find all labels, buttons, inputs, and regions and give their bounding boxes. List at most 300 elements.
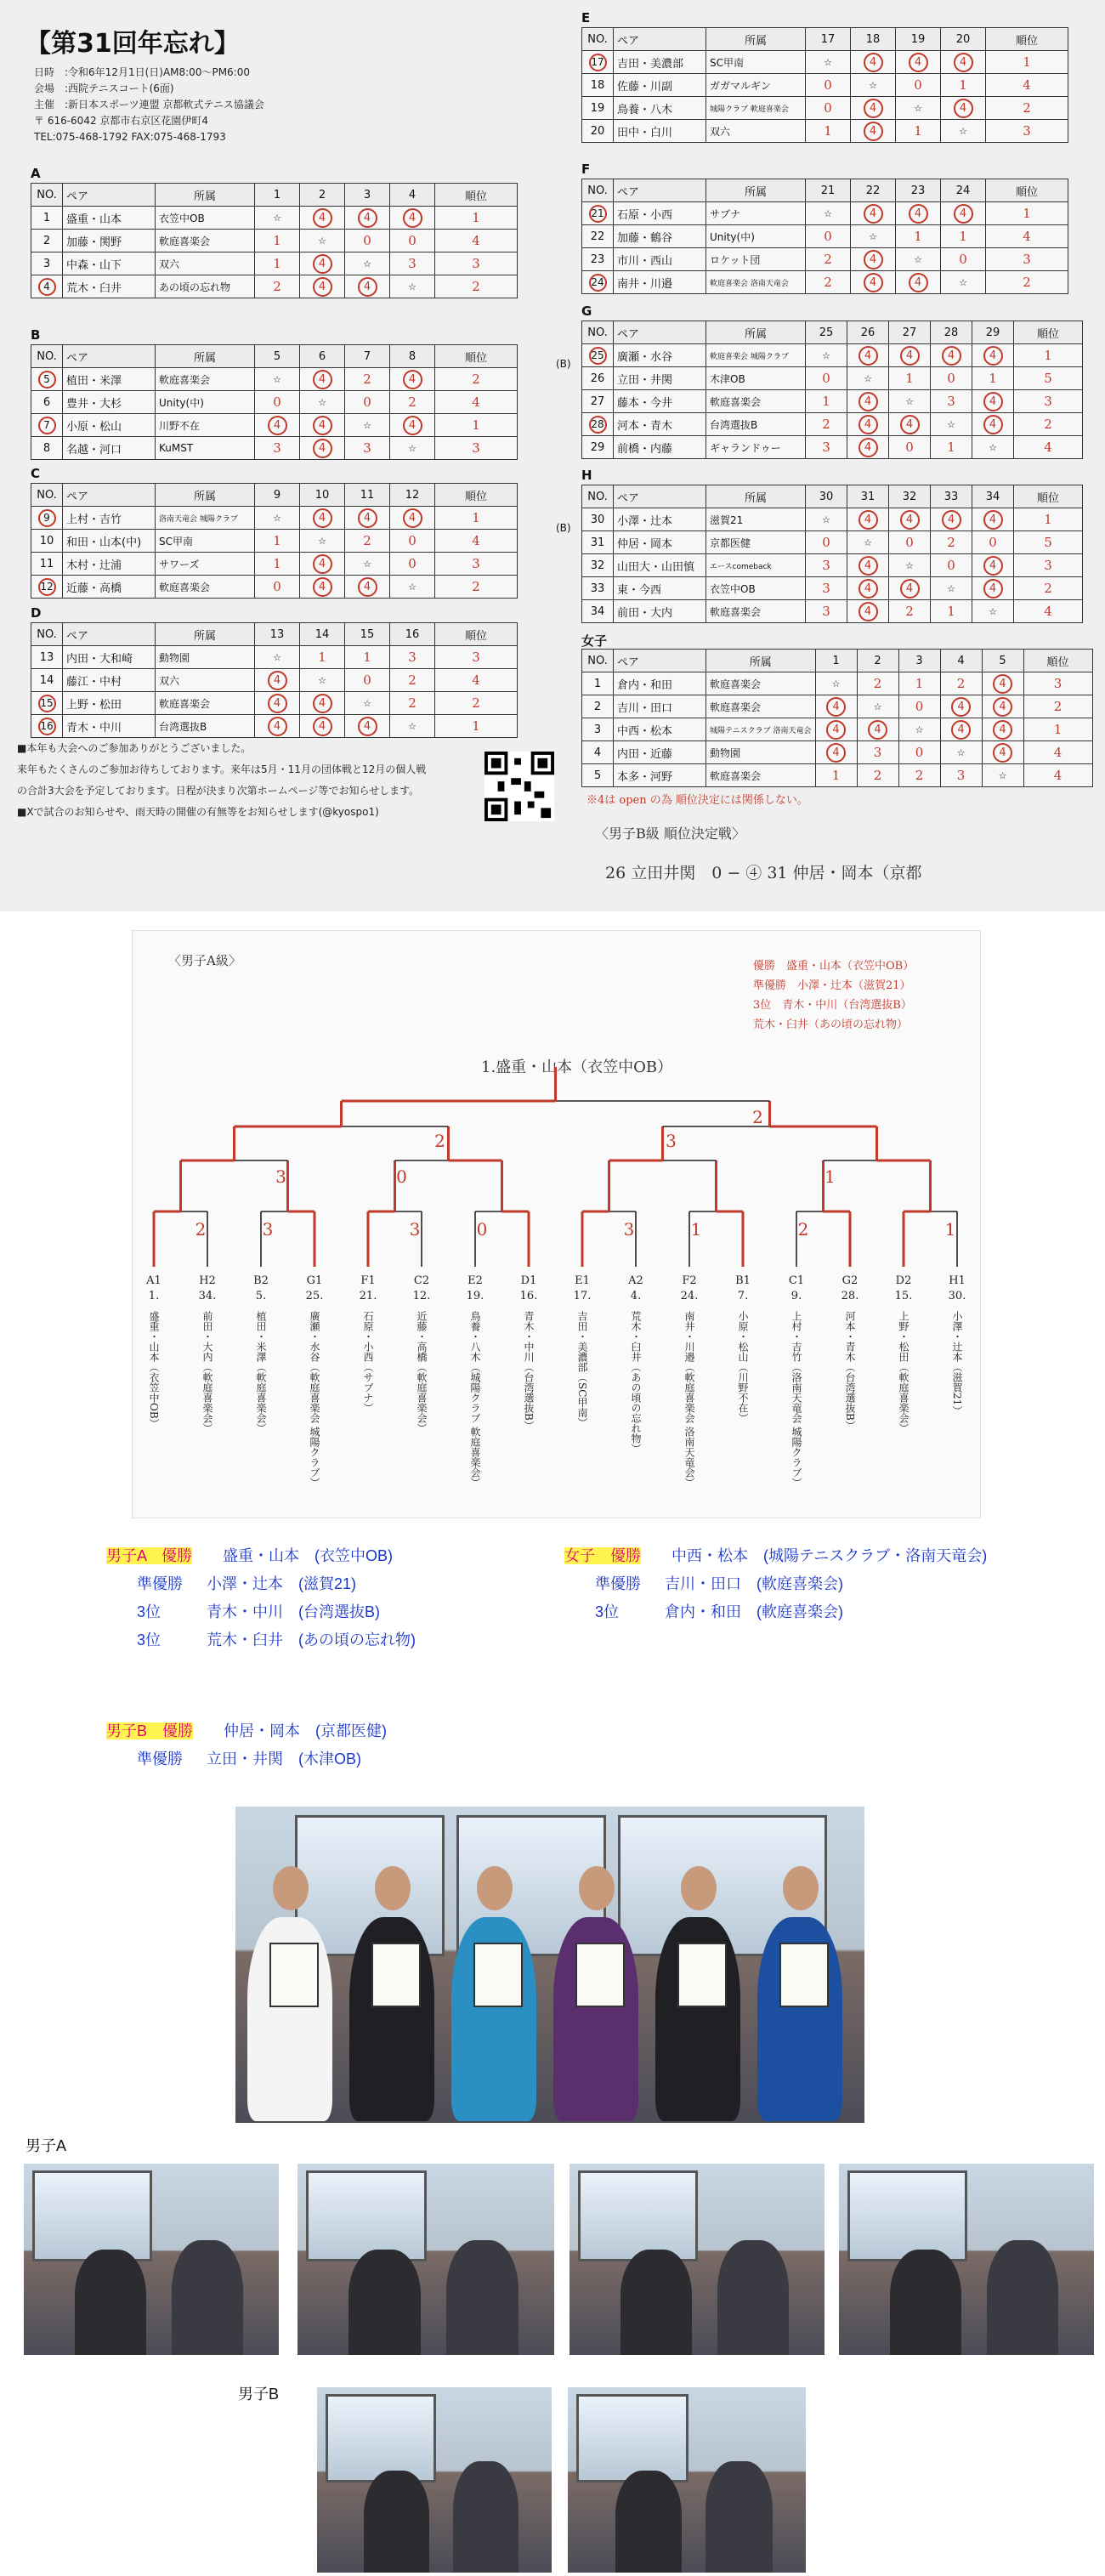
pair-number: 8 [31, 437, 63, 460]
match-score [851, 51, 896, 74]
score-value: 2 [915, 768, 924, 783]
rank-value: 4 [1023, 229, 1031, 244]
final-rank [986, 120, 1068, 143]
score-value: 3 [363, 440, 371, 456]
match-score: ☆ [390, 275, 435, 298]
final-rank [1023, 672, 1092, 695]
pair-number: 32 [582, 554, 614, 577]
winning-score-circled: 4 [858, 438, 878, 457]
winning-score-circled: 4 [942, 346, 961, 366]
rank-value: 2 [1044, 417, 1052, 432]
col-header-opponent: 1 [815, 650, 857, 672]
match-score: ☆ [806, 51, 851, 74]
pair-club: ギャランドゥー [706, 436, 806, 459]
pair-club: 軟庭喜楽会 [156, 368, 255, 391]
seed-number: 1. [148, 1290, 160, 1302]
result-rank-label: 3位 [137, 1631, 162, 1648]
sheet-title: 【第31回年忘れ】 [26, 29, 240, 59]
pair-names: 植田・米澤 [63, 368, 156, 391]
men-a-winner: 盛重・山本 (衣笠中OB) [223, 1547, 394, 1564]
match-score: ☆ [806, 508, 847, 531]
match-score [982, 695, 1023, 718]
pair-names: 倉内・和田 [614, 672, 706, 695]
seed-names: 小原・松山（川野不在） [737, 1311, 749, 1423]
match-score [815, 741, 857, 764]
winning-score-circled: 4 [942, 510, 961, 530]
score-value: 1 [947, 440, 955, 455]
group-label: D [31, 605, 42, 621]
person-head [783, 1866, 819, 1910]
table-row [31, 391, 518, 414]
award-photo [317, 2387, 552, 2573]
winning-score-circled: 4 [993, 743, 1012, 763]
result-row [106, 1598, 416, 1626]
final-rank [435, 715, 518, 738]
match-score [806, 531, 847, 554]
match-score [300, 437, 345, 460]
score-value: 0 [989, 535, 997, 550]
result-pair: 小澤・辻本 (滋賀21) [207, 1575, 357, 1592]
award-photo [568, 2387, 806, 2573]
col-header-club: 所属 [706, 28, 806, 51]
pair-club: あの頃の忘れ物 [156, 275, 255, 298]
winning-score-circled: 4 [313, 254, 332, 274]
seed-number: 17. [573, 1290, 592, 1302]
score-value: 0 [408, 533, 416, 548]
score-value: 1 [989, 371, 997, 386]
col-header-opponent: 28 [931, 321, 972, 344]
winning-score-circled: 4 [826, 697, 846, 717]
women-group-photo [235, 1807, 864, 2123]
closing-notes [17, 738, 426, 823]
match-score [255, 230, 300, 252]
seed-code: D2 [895, 1274, 912, 1287]
winning-score-circled: 4 [403, 508, 422, 528]
women-open-note: ※4は open の為 順位決定には関係しない。 [586, 794, 808, 807]
table-row [31, 414, 518, 437]
final-rank [986, 202, 1068, 225]
pair-club: 川野不在 [156, 414, 255, 437]
person [348, 2250, 421, 2355]
match-score: ☆ [345, 252, 390, 275]
winning-score-circled: 4 [909, 273, 928, 292]
winning-score-circled: 4 [826, 720, 846, 740]
person [364, 2471, 429, 2573]
match-score [255, 391, 300, 414]
match-score [300, 576, 345, 599]
men-a-title: 男子A 優勝 [106, 1547, 193, 1564]
seed-code: B2 [253, 1274, 269, 1287]
match-score [390, 391, 435, 414]
seed-number: 5. [255, 1290, 267, 1302]
match-score [941, 248, 986, 271]
winning-score-circled: 4 [858, 602, 878, 621]
certificate [575, 1943, 625, 2007]
table-row [582, 508, 1083, 531]
bracket-score: 1 [690, 1219, 702, 1240]
score-value: 2 [956, 676, 966, 691]
pair-names: 豊井・大杉 [63, 391, 156, 414]
pair-number [31, 275, 63, 298]
seed-names: 吉田・美濃部（SC甲南） [576, 1311, 588, 1428]
section-men-a-label: 男子A [26, 2137, 67, 2154]
rank-value: 3 [472, 556, 480, 571]
col-header-opponent: 3 [898, 650, 940, 672]
final-rank [1014, 436, 1083, 459]
match-score [806, 225, 851, 248]
match-score [931, 554, 972, 577]
score-value: 0 [273, 394, 281, 410]
men-a-bracket-sheet [132, 930, 981, 1518]
col-header-opponent: 12 [390, 484, 435, 507]
table-row [582, 600, 1083, 623]
rank-value: 3 [472, 440, 480, 456]
match-score [851, 202, 896, 225]
score-value: 2 [273, 279, 281, 294]
match-score [847, 413, 889, 436]
match-score [889, 436, 931, 459]
winning-score-circled: 4 [403, 416, 422, 435]
pair-number: 2 [582, 695, 614, 718]
score-value: 2 [873, 676, 882, 691]
winning-score-circled: 4 [313, 416, 332, 435]
person [172, 2240, 243, 2355]
info-line: 〒 616-6042 京都市右京区花園伊町4 [34, 115, 209, 127]
winning-score-circled: 4 [864, 250, 883, 270]
match-score [390, 669, 435, 692]
result-rank-label: 3位 [595, 1603, 620, 1620]
pair-club: 軟庭喜楽会 [156, 576, 255, 599]
match-score [972, 367, 1014, 390]
col-header-club: 所属 [156, 623, 255, 646]
match-score [847, 577, 889, 600]
window [578, 2170, 698, 2261]
final-rank [1014, 367, 1083, 390]
col-header-opponent: 7 [345, 345, 390, 368]
match-score [982, 741, 1023, 764]
winning-score-circled: 4 [954, 53, 973, 72]
rank-value: 1 [472, 510, 480, 525]
match-score [847, 600, 889, 623]
bracket-score: 1 [944, 1219, 956, 1240]
table-header-row [582, 485, 1083, 508]
pair-names: 上村・吉竹 [63, 507, 156, 530]
bracket-score: 3 [275, 1166, 286, 1187]
table-row [582, 97, 1068, 120]
seed-code: B1 [735, 1274, 751, 1287]
pair-club: ガガマルギン [706, 74, 806, 97]
pair-number: 4 [582, 741, 614, 764]
match-score [390, 553, 435, 576]
final-rank [435, 507, 518, 530]
col-header-pair: ペア [614, 179, 706, 202]
table-row [31, 576, 518, 599]
winning-score-circled: 4 [826, 743, 846, 763]
final-rank [1014, 554, 1083, 577]
table-row [582, 695, 1093, 718]
winning-score-circled: 4 [403, 370, 422, 389]
winning-score-circled: 4 [983, 392, 1003, 411]
women-results [564, 1542, 987, 1626]
table-row [582, 225, 1068, 248]
seed-code: G1 [306, 1274, 323, 1287]
table-row [582, 248, 1068, 271]
pair-number [31, 692, 63, 715]
table-header-row [582, 321, 1083, 344]
match-score [255, 692, 300, 715]
winning-score-circled: 4 [993, 720, 1012, 740]
match-score [896, 225, 941, 248]
winning-score-circled: 4 [864, 99, 883, 118]
col-header-pair: ペア [614, 28, 706, 51]
col-header-opponent: 14 [300, 623, 345, 646]
rank-value: 2 [472, 695, 480, 711]
match-score [300, 414, 345, 437]
pair-names: 中西・松本 [614, 718, 706, 741]
winning-score-circled: 4 [864, 204, 883, 224]
score-value: 0 [363, 672, 371, 688]
score-value: 0 [915, 745, 924, 760]
rank-value: 2 [1023, 100, 1031, 116]
pair-club: Unity(中) [706, 225, 806, 248]
match-score [345, 507, 390, 530]
bracket-score: 1 [824, 1166, 836, 1187]
match-score [889, 344, 931, 367]
award-photo [298, 2164, 554, 2355]
bracket-score: 3 [409, 1219, 421, 1240]
col-header-opponent: 2 [857, 650, 898, 672]
note-line: ■Xで試合のお知らせや、雨天時の開催の有無等をお知らせします(@kyospo1) [17, 806, 379, 818]
info-line: 会場 :西院テニスコート(6面) [34, 82, 174, 94]
pair-number [31, 368, 63, 391]
score-value: 2 [408, 695, 416, 711]
bracket-score: 3 [262, 1219, 274, 1240]
certificate [779, 1943, 829, 2007]
col-header-opponent: 31 [847, 485, 889, 508]
match-score [941, 97, 986, 120]
score-value: 2 [905, 604, 914, 619]
pair-names: 吉田・美濃部 [614, 51, 706, 74]
col-header-opponent: 15 [345, 623, 390, 646]
match-score [255, 252, 300, 275]
winning-score-circled: 4 [954, 99, 973, 118]
col-header-pair: ペア [63, 345, 156, 368]
match-score [815, 718, 857, 741]
seed-number: 7. [737, 1290, 749, 1302]
winning-score-circled: 4 [313, 508, 332, 528]
winning-score-circled: 4 [951, 720, 971, 740]
match-score [345, 391, 390, 414]
pair-number: 13 [31, 646, 63, 669]
pair-number: 20 [582, 120, 614, 143]
winning-score-circled: 4 [900, 579, 920, 599]
pair-names: 山田大・山田慎 [614, 554, 706, 577]
col-header-no: NO. [31, 623, 63, 646]
pair-club: 動物園 [156, 646, 255, 669]
match-score [255, 576, 300, 599]
match-score [255, 530, 300, 553]
final-rank [435, 437, 518, 460]
pair-number: 10 [31, 530, 63, 553]
winning-score-circled: 4 [864, 122, 883, 141]
pair-number: 30 [582, 508, 614, 531]
match-score [847, 390, 889, 413]
person [717, 2240, 789, 2355]
match-score [972, 554, 1014, 577]
men-b-winner: 仲居・岡本 (京都医健) [224, 1722, 388, 1739]
group-table [581, 179, 1068, 294]
score-value: 0 [822, 535, 830, 550]
score-value: 1 [947, 604, 955, 619]
pair-number: 5 [582, 764, 614, 787]
info-line: TEL:075-468-1792 FAX:075-468-1793 [34, 131, 226, 143]
match-score [851, 120, 896, 143]
pair-number-circled: 17 [589, 54, 607, 71]
seed-names: 上村・吉竹（洛南天竜会 城陽クラブ） [790, 1311, 802, 1488]
score-value: 2 [408, 394, 416, 410]
match-score: ☆ [940, 741, 982, 764]
match-score [390, 207, 435, 230]
rank-value: 3 [472, 650, 480, 665]
col-header-club: 所属 [706, 485, 806, 508]
pair-names: 前橋・内藤 [614, 436, 706, 459]
bracket-score: 3 [666, 1131, 677, 1151]
seed-names: 河本・青木（台湾選抜B） [844, 1311, 856, 1431]
col-header-opponent: 1 [255, 184, 300, 207]
match-score [847, 554, 889, 577]
bracket-score: 0 [396, 1166, 407, 1187]
score-value: 1 [905, 371, 914, 386]
award-photo [570, 2164, 824, 2355]
col-header-opponent: 24 [941, 179, 986, 202]
final-rank [435, 230, 518, 252]
score-value: 1 [915, 676, 924, 691]
col-header-no: NO. [31, 184, 63, 207]
seed-names: 盛重・山本（衣笠中OB） [148, 1311, 160, 1429]
note-line: 来年もたくさんのご参加お待ちしております。来年は5月・11月の団体戦と12月の個人戦 [17, 763, 427, 775]
match-score [896, 120, 941, 143]
champion-note-line: 準優勝 小澤・辻本（滋賀21） [753, 979, 911, 992]
rank-value: 3 [1023, 123, 1031, 139]
pair-names: 和田・山本(中) [63, 530, 156, 553]
table-row [31, 275, 518, 298]
match-score [390, 252, 435, 275]
col-header-opponent: 30 [806, 485, 847, 508]
final-rank [435, 669, 518, 692]
match-score: ☆ [806, 202, 851, 225]
score-value: 2 [947, 535, 955, 550]
person-head [273, 1866, 309, 1910]
result-rank-label: 準優勝 [137, 1750, 183, 1767]
score-value: 0 [273, 579, 281, 594]
winning-score-circled: 4 [909, 53, 928, 72]
seed-number: 9. [790, 1290, 802, 1302]
winning-score-circled: 4 [313, 208, 332, 228]
pair-names: 藤江・中村 [63, 669, 156, 692]
winning-score-circled: 4 [313, 577, 332, 597]
match-score [941, 51, 986, 74]
bracket-score: 2 [752, 1107, 763, 1127]
col-header-no: NO. [582, 650, 614, 672]
result-row [106, 1626, 416, 1654]
pair-club: 双六 [156, 669, 255, 692]
match-score [345, 646, 390, 669]
result-row [106, 1745, 387, 1773]
col-header-opponent: 29 [972, 321, 1014, 344]
winning-score-circled: 4 [983, 346, 1003, 366]
final-rank [986, 248, 1068, 271]
seed-number: 34. [198, 1290, 217, 1302]
match-score [847, 508, 889, 531]
final-rank [435, 368, 518, 391]
score-value: 3 [873, 745, 882, 760]
match-score [255, 437, 300, 460]
col-header-opponent: 27 [889, 321, 931, 344]
pair-club: 軟庭喜楽会 [156, 230, 255, 252]
col-header-club: 所属 [706, 179, 806, 202]
pair-club: 軟庭喜楽会 [706, 764, 816, 787]
score-value: 3 [408, 650, 416, 665]
match-score [806, 554, 847, 577]
col-header-opponent: 22 [851, 179, 896, 202]
bracket-score: 0 [476, 1219, 488, 1240]
pair-number: 3 [582, 718, 614, 741]
match-score [390, 646, 435, 669]
score-value: 1 [824, 123, 832, 139]
score-value: 2 [824, 252, 832, 267]
match-score [889, 531, 931, 554]
qr-code-icon [484, 752, 554, 821]
match-score: ☆ [806, 344, 847, 367]
group-label: A [31, 166, 41, 181]
seed-code: A1 [146, 1274, 162, 1287]
seed-number: 15. [894, 1290, 913, 1302]
winning-score-circled: 4 [403, 208, 422, 228]
pair-club: 軟庭喜楽会 [706, 672, 816, 695]
match-score: ☆ [300, 669, 345, 692]
pair-club: 軟庭喜楽会 [706, 600, 806, 623]
col-header-rank: 順位 [1014, 485, 1083, 508]
match-score [345, 275, 390, 298]
pair-club: 動物園 [706, 741, 816, 764]
col-header-opponent: 10 [300, 484, 345, 507]
result-pair: 青木・中川 (台湾選抜B) [207, 1603, 380, 1620]
winning-score-circled: 4 [983, 556, 1003, 576]
match-score [889, 508, 931, 531]
certificate [371, 1943, 421, 2007]
group-table [31, 622, 518, 738]
pair-number [31, 715, 63, 738]
match-score: ☆ [300, 391, 345, 414]
table-row [582, 554, 1083, 577]
score-value: 3 [822, 558, 830, 573]
match-score [889, 600, 931, 623]
score-value: 0 [408, 556, 416, 571]
rank-value: 2 [472, 279, 480, 294]
match-score [345, 669, 390, 692]
men-b-title: 男子B 優勝 [106, 1722, 194, 1739]
match-score [255, 669, 300, 692]
person [890, 2250, 961, 2355]
winning-score-circled: 4 [858, 556, 878, 576]
match-score [941, 225, 986, 248]
pair-number: 18 [582, 74, 614, 97]
winning-score-circled: 4 [313, 370, 332, 389]
col-header-opponent: 20 [941, 28, 986, 51]
match-score [806, 436, 847, 459]
match-score [889, 367, 931, 390]
match-score [931, 600, 972, 623]
